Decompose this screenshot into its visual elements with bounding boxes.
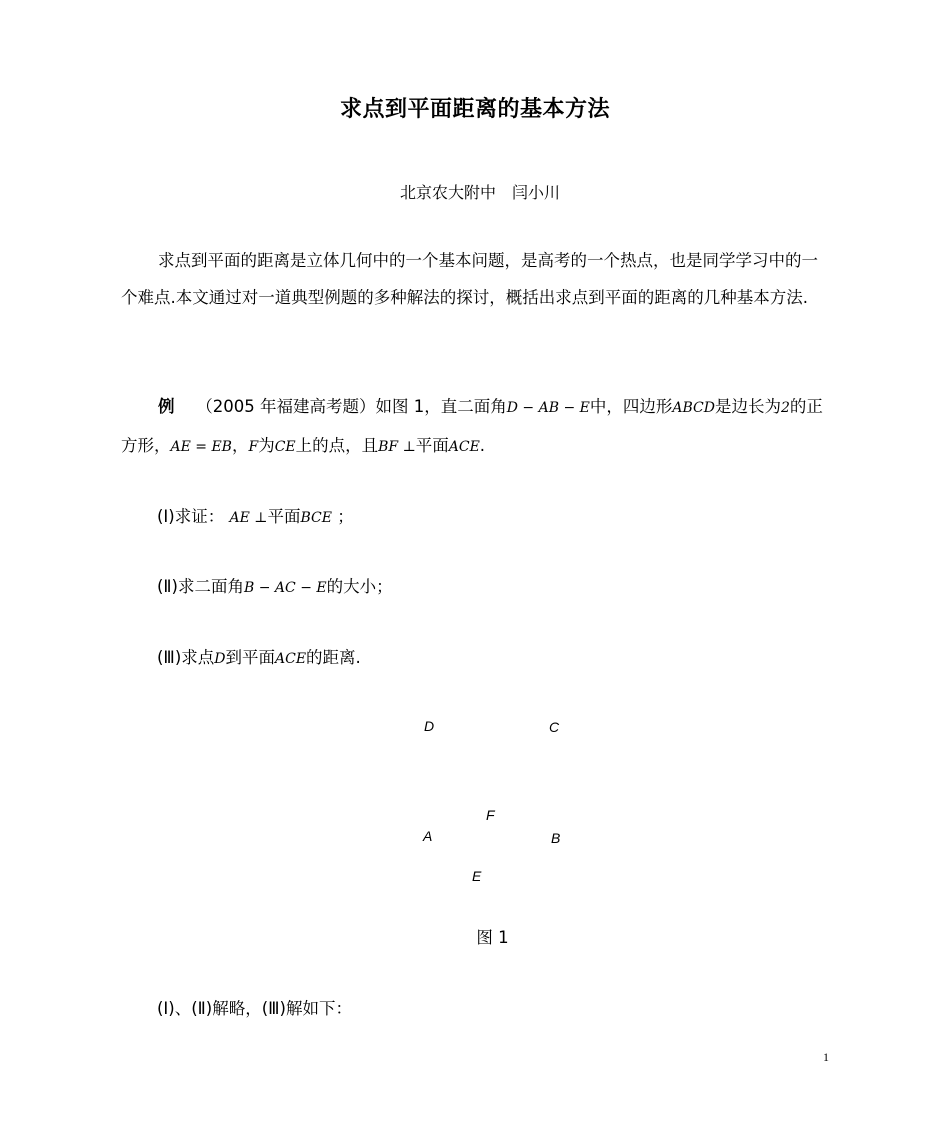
example-label: 例 [158,397,175,416]
example-text: 平面 [415,436,449,455]
solution-note: (Ⅰ)、(Ⅱ)解略，(Ⅲ)解如下： [157,999,352,1018]
math-expr: BF ⊥ [378,439,416,455]
math-expr: ABCD [672,400,715,416]
math-expr: AE = EB [170,439,232,455]
question-3 [157,644,361,668]
example-text: 中，四边形 [589,397,673,416]
intro-paragraph: 求点到平面的距离是立体几何中的一个基本问题，是高考的一个热点，也是同学学习中的一个难点.本文通过对一道典型例题的多种解法的探讨，概括出求点到平面的距离的几种基本方法. [121,251,818,307]
point-label-d: D [424,718,435,734]
question-prefix: (Ⅰ)求证： [157,507,225,526]
point-label-b: B [551,830,561,846]
question-text: ； [337,507,354,526]
example-text: ， [231,436,249,455]
math-expr: ACE [448,439,480,455]
math-expr: F [248,439,259,455]
question-prefix: (Ⅱ)求二面角 [157,577,244,596]
figure-1 [400,700,620,900]
question-text: 到平面 [225,648,275,667]
example-text: 的正方形， [121,397,823,455]
question-1 [157,503,354,527]
math-expr: AE ⊥ [229,510,268,526]
math-expr: B − AC − E [244,580,327,596]
question-prefix: (Ⅲ)求点 [157,648,215,667]
example-text: 上的点，且 [295,436,379,455]
question-2 [157,573,393,597]
question-text: 的大小； [326,577,393,596]
question-text: 平面 [267,507,301,526]
math-expr: CE [274,439,296,455]
author-line: 北京农大附中 闫小川 [400,183,561,202]
point-label-e: E [472,868,482,884]
math-expr: BCE [300,510,332,526]
point-label-c: C [549,719,560,735]
page-title: 求点到平面距离的基本方法 [339,97,610,122]
example-text: . [479,436,486,455]
example-text: 为 [258,436,275,455]
example-paragraph [121,388,833,466]
math-expr: D [214,651,226,667]
math-expr: 2 [780,400,790,416]
point-label-a: A [423,828,433,844]
math-expr: D − AB − E [506,400,590,416]
question-text: 的距离. [306,648,361,667]
page-number: 1 [823,1050,829,1064]
math-expr: ACE [275,651,307,667]
example-text: 是边长为 [714,397,781,416]
figure-caption: 图 1 [476,928,509,947]
example-text: （2005 年福建高考题）如图 1，直二面角 [196,397,507,416]
point-label-f: F [486,807,495,823]
